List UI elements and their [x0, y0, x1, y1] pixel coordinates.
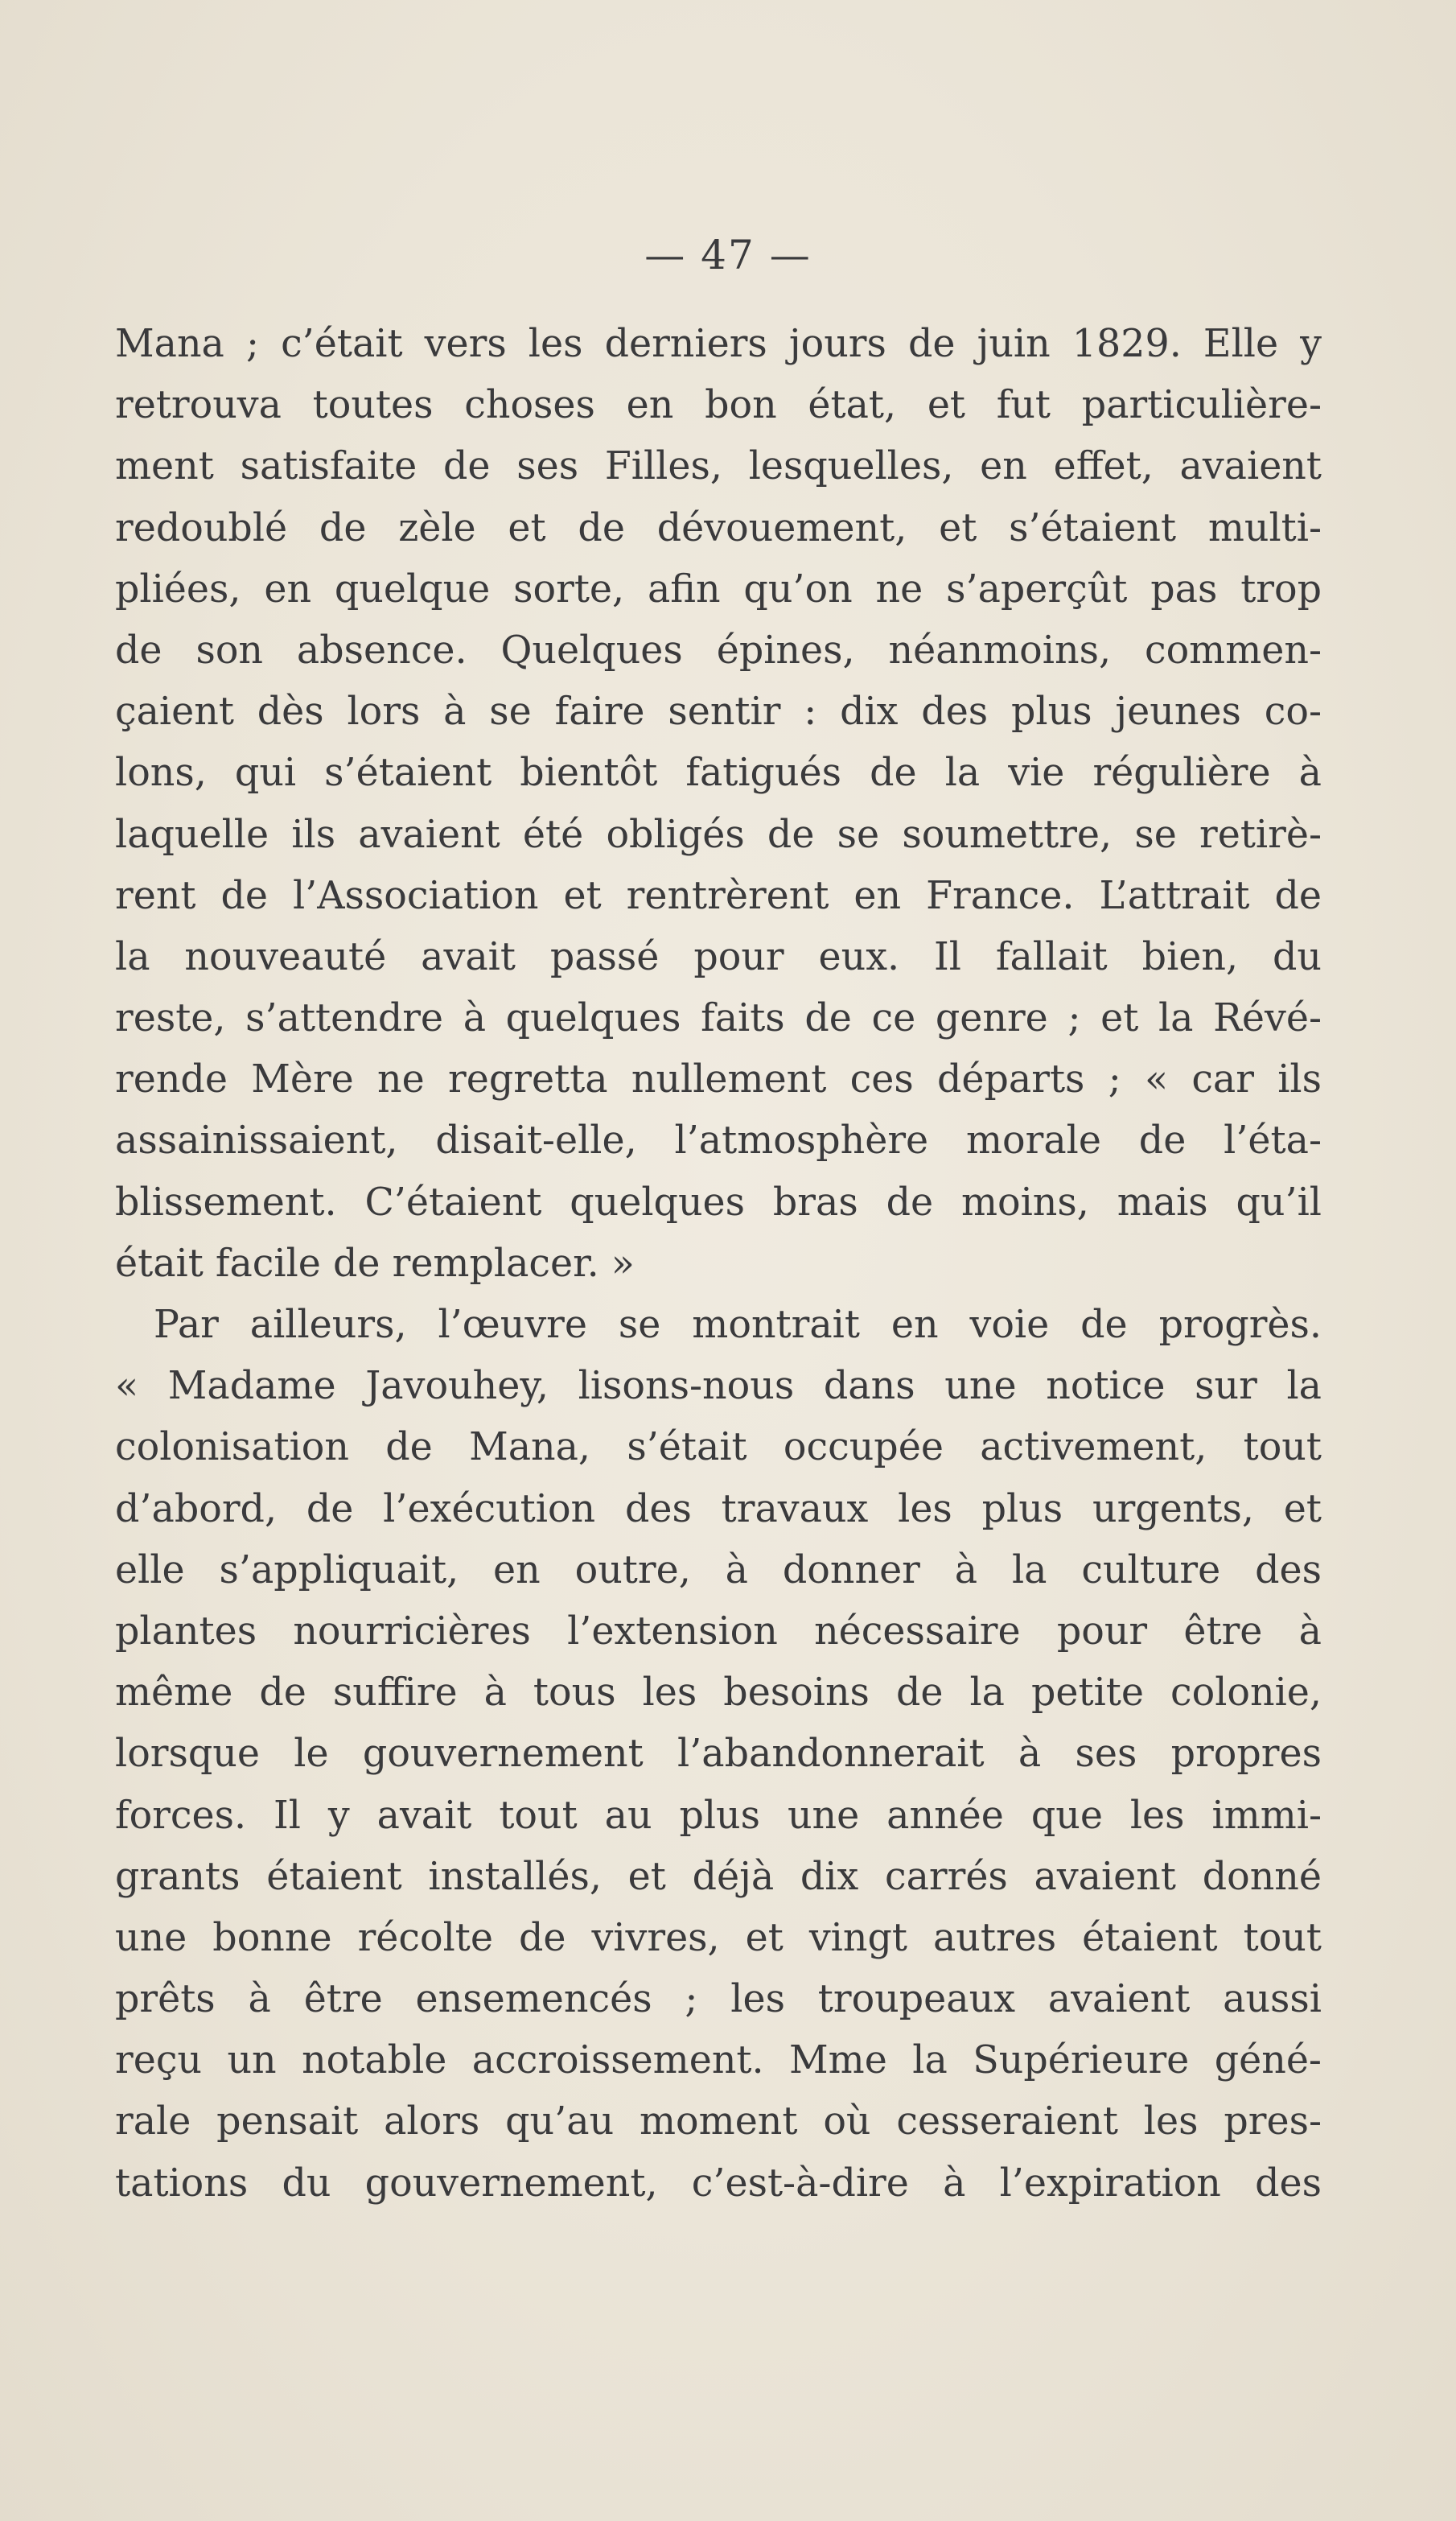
body-text: [115, 314, 1322, 2214]
text-line: reste, s’attendre à quelques faits de ce genre ; et la Révé-: [115, 996, 1322, 1041]
text-line: de son absence. Quelques épines, néanmoins, commen-: [115, 628, 1322, 673]
text-line: forces. Il y avait tout au plus une année que les immi-: [115, 1793, 1322, 1838]
text-line: retrouva toutes choses en bon état, et fut particulière-: [115, 383, 1322, 428]
text-line: grants étaient installés, et déjà dix carrés avaient donné: [115, 1854, 1322, 1899]
text-line: rale pensait alors qu’au moment où cesseraient les pres-: [115, 2099, 1322, 2144]
text-line: assainissaient, disait-elle, l’atmosphère morale de l’éta-: [115, 1118, 1322, 1164]
text-line: rende Mère ne regretta nullement ces départs ; « car ils: [115, 1057, 1322, 1102]
text-line: une bonne récolte de vivres, et vingt autres étaient tout: [115, 1915, 1322, 1960]
text-line: redoublé de zèle et de dévouement, et s’étaient multi-: [115, 505, 1322, 550]
text-line: rent de l’Association et rentrèrent en France. L’attrait de: [115, 873, 1322, 918]
text-line: elle s’appliquait, en outre, à donner à la culture des: [115, 1547, 1322, 1592]
text-line: blissement. C’étaient quelques bras de moins, mais qu’il: [115, 1180, 1322, 1225]
text-line: colonisation de Mana, s’était occupée activement, tout: [115, 1425, 1322, 1470]
text-line: même de suffire à tous les besoins de la petite colonie,: [115, 1670, 1322, 1716]
page-number: — 47 —: [644, 232, 812, 278]
paragraph-end-line: était facile de remplacer. »: [115, 1241, 635, 1286]
text-line: d’abord, de l’exécution des travaux les plus urgents, et: [115, 1486, 1322, 1531]
text-line: çaient dès lors à se faire sentir : dix des plus jeunes co-: [115, 690, 1322, 735]
text-line: lons, qui s’étaient bientôt fatigués de la vie régulière à: [115, 751, 1322, 796]
text-line: laquelle ils avaient été obligés de se soumettre, se retirè-: [115, 812, 1322, 857]
paragraph-start-line: Par ailleurs, l’œuvre se montrait en voie de progrès.: [154, 1303, 1322, 1347]
text-line: la nouveauté avait passé pour eux. Il fallait bien, du: [115, 934, 1322, 979]
text-line: « Madame Javouhey, lisons-nous dans une notice sur la: [115, 1364, 1322, 1409]
text-line: prêts à être ensemencés ; les troupeaux avaient aussi: [115, 1977, 1322, 2022]
text-line: tations du gouvernement, c’est-à-dire à l’expiration des: [115, 2161, 1322, 2206]
text-line: reçu un notable accroissement. Mme la Supérieure géné-: [115, 2038, 1322, 2083]
text-line: pliées, en quelque sorte, afin qu’on ne s’aperçût pas trop: [115, 566, 1322, 612]
text-line: Mana ; c’était vers les derniers jours de juin 1829. Elle y: [115, 322, 1322, 366]
text-line: plantes nourricières l’extension nécessaire pour être à: [115, 1609, 1322, 1654]
text-line: ment satisfaite de ses Filles, lesquelles, en effet, avaient: [115, 444, 1322, 489]
text-line: lorsque le gouvernement l’abandonnerait à ses propres: [115, 1732, 1322, 1777]
